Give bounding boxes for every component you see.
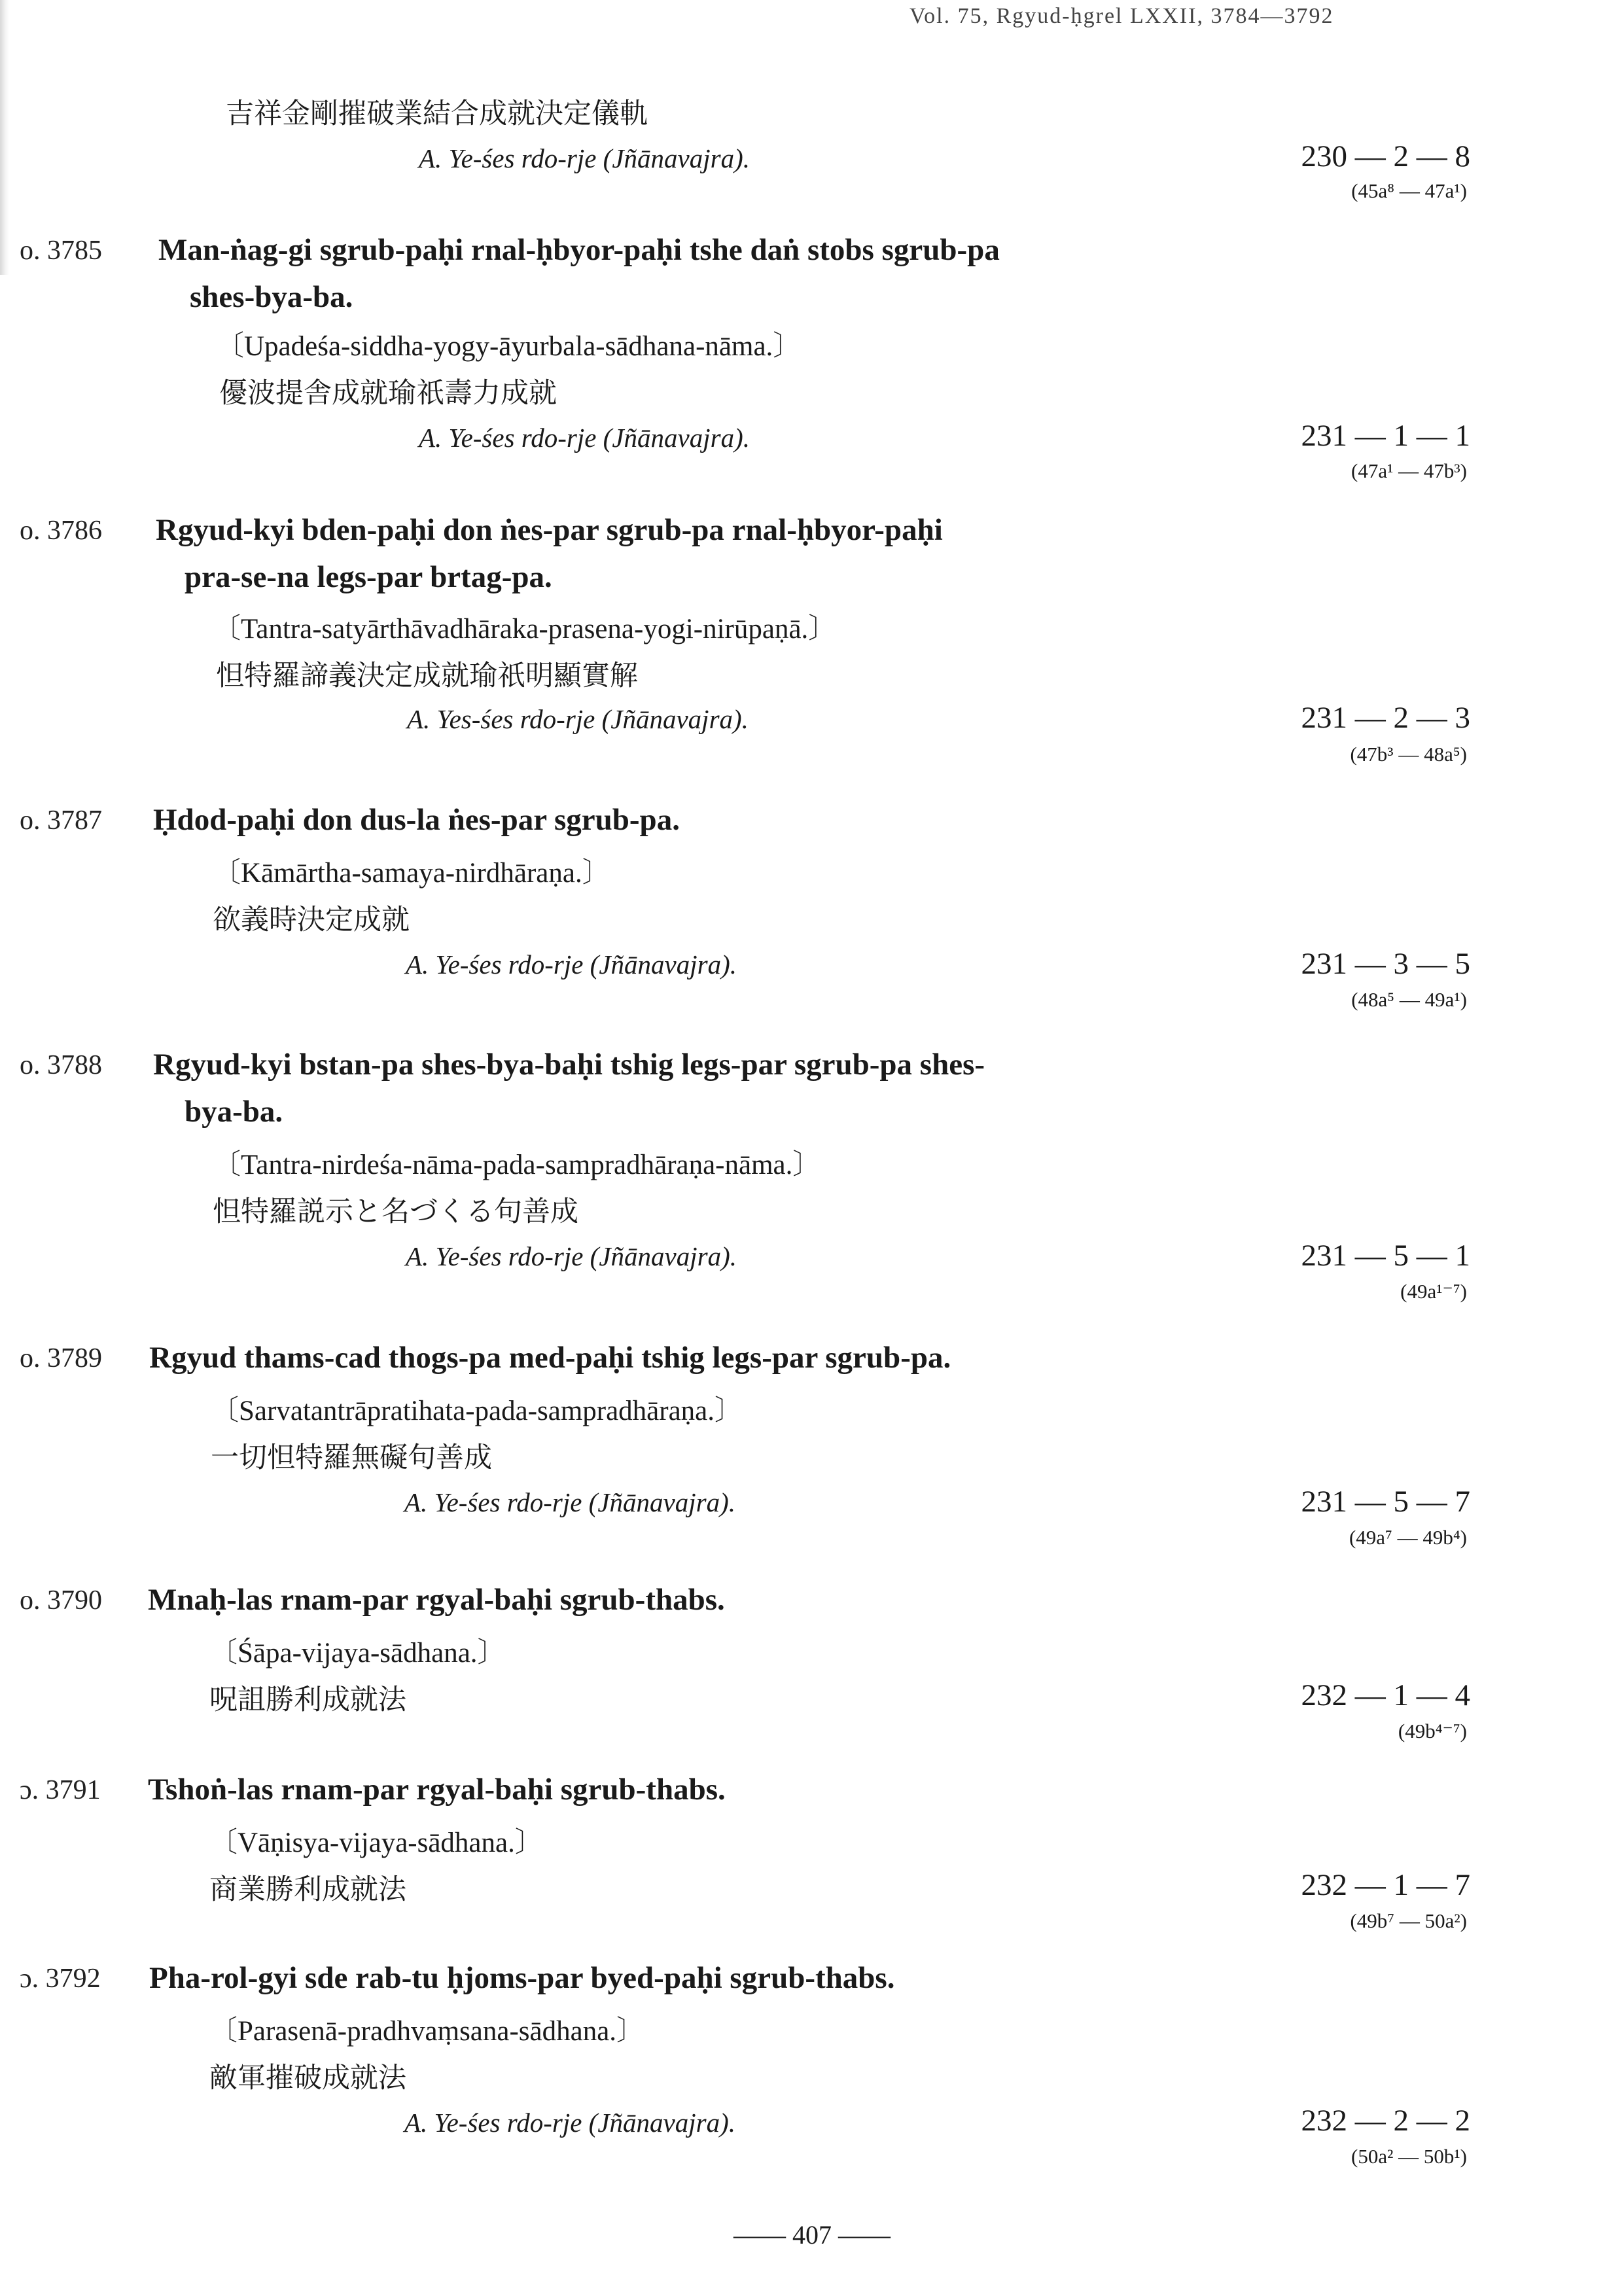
location: 231 — 1 — 1 <box>1301 419 1470 453</box>
entry-number: ɔ. 3792 <box>20 1964 101 1994</box>
folio: (49b⁷ — 50a²) <box>1350 1909 1467 1932</box>
entry-number: o. 3790 <box>20 1585 102 1616</box>
sanskrit-title: 〔Śāpa-vijaya-sādhana.〕 <box>209 1638 506 1669</box>
entry-number: o. 3785 <box>20 236 102 266</box>
entry-number: ɔ. 3791 <box>20 1775 101 1805</box>
location: 232 — 1 — 4 <box>1301 1678 1470 1712</box>
tibetan-title-cont: pra-se-na legs-par brtag-pa. <box>185 560 552 594</box>
chinese-title: 怛特羅諦義決定成就瑜祇明顯實解 <box>216 660 638 692</box>
tibetan-title: Man-ṅag-gi sgrub-paḥi rnal-ḥbyor-paḥi tshe daṅ stobs sgrub-pa <box>158 233 1000 267</box>
folio: (49a⁷ — 49b⁴) <box>1349 1526 1467 1549</box>
page-number: —— 407 —— <box>733 2220 891 2250</box>
chinese-title: 吉祥金剛摧破業結合成就決定儀軌 <box>226 97 648 130</box>
folio: (49a¹⁻⁷) <box>1400 1280 1467 1303</box>
location: 231 — 5 — 1 <box>1301 1239 1470 1273</box>
author: A. Ye-śes rdo-rje (Jñānavajra). <box>419 143 750 173</box>
location: 231 — 2 — 3 <box>1301 701 1470 735</box>
location: 230 — 2 — 8 <box>1301 139 1470 173</box>
entry-number: o. 3787 <box>20 805 102 836</box>
location: 232 — 1 — 7 <box>1301 1868 1470 1902</box>
sanskrit-title: 〔Parasenā-pradhvaṃsana-sādhana.〕 <box>209 2016 645 2047</box>
sanskrit-title: 〔Upadeśa-siddha-yogy-āyurbala-sādhana-nāma.〕 <box>216 331 802 362</box>
tibetan-title: Rgyud thams-cad thogs-pa med-paḥi tshig legs-par sgrub-pa. <box>149 1341 951 1375</box>
chinese-title: 怛特羅説示と名づくる句善成 <box>213 1195 578 1228</box>
folio: (45a⁸ — 47a¹) <box>1351 179 1467 202</box>
location: 232 — 2 — 2 <box>1301 2104 1470 2138</box>
sanskrit-title: 〔Kāmārtha-samaya-nirdhāraṇa.〕 <box>213 858 610 889</box>
folio: (47b³ — 48a⁵) <box>1350 743 1467 766</box>
author: A. Ye-śes rdo-rje (Jñānavajra). <box>404 2108 735 2138</box>
chinese-title: 優波提舎成就瑜祇壽力成就 <box>219 377 557 410</box>
sanskrit-title: 〔Tantra-satyārthāvadhāraka-prasena-yogi-nirūpaṇā.〕 <box>213 614 837 645</box>
chinese-title: 欲義時決定成就 <box>213 904 410 936</box>
tibetan-title: Ḥdod-paḥi don dus-la ṅes-par sgrub-pa. <box>153 803 680 837</box>
tibetan-title-cont: shes-bya-ba. <box>190 280 353 314</box>
folio: (49b⁴⁻⁷) <box>1398 1720 1467 1742</box>
author: A. Ye-śes rdo-rje (Jñānavajra). <box>404 1487 735 1517</box>
location: 231 — 5 — 7 <box>1301 1485 1470 1519</box>
running-head: Vol. 75, Rgyud-ḥgrel LXXII, 3784—3792 <box>909 4 1334 28</box>
chinese-title: 敵軍摧破成就法 <box>209 2062 406 2094</box>
entry-number: o. 3789 <box>20 1343 102 1373</box>
chinese-title: 呪詛勝利成就法 <box>209 1684 406 1716</box>
tibetan-title: Tshoṅ-las rnam-par rgyal-baḥi sgrub-thabs. <box>148 1773 726 1807</box>
folio: (50a² — 50b¹) <box>1351 2145 1467 2168</box>
tibetan-title: Mnaḥ-las rnam-par rgyal-baḥi sgrub-thabs. <box>148 1583 725 1617</box>
chinese-title: 商業勝利成就法 <box>209 1873 406 1906</box>
scan-edge-shadow <box>0 0 9 275</box>
sanskrit-title: 〔Tantra-nirdeśa-nāma-pada-sampradhāraṇa-nāma.〕 <box>213 1150 821 1180</box>
author: A. Ye-śes rdo-rje (Jñānavajra). <box>406 949 737 980</box>
folio: (48a⁵ — 49a¹) <box>1351 988 1467 1011</box>
tibetan-title: Pha-rol-gyi sde rab-tu ḥjoms-par byed-paḥi sgrub-thabs. <box>149 1961 895 1995</box>
location: 231 — 3 — 5 <box>1301 947 1470 981</box>
tibetan-title: Rgyud-kyi bden-paḥi don ṅes-par sgrub-pa rnal-ḥbyor-paḥi <box>156 513 943 547</box>
folio: (47a¹ — 47b³) <box>1351 459 1467 482</box>
author: A. Ye-śes rdo-rje (Jñānavajra). <box>406 1241 737 1271</box>
author: A. Ye-śes rdo-rje (Jñānavajra). <box>419 423 750 453</box>
tibetan-title-cont: bya-ba. <box>185 1095 283 1129</box>
entry-number: o. 3786 <box>20 516 102 546</box>
chinese-title: 一切怛特羅無礙句善成 <box>211 1441 492 1474</box>
author: A. Yes-śes rdo-rje (Jñānavajra). <box>407 704 749 734</box>
tibetan-title: Rgyud-kyi bstan-pa shes-bya-baḥi tshig legs-par sgrub-pa shes- <box>153 1048 985 1082</box>
entry-number: o. 3788 <box>20 1050 102 1080</box>
sanskrit-title: 〔Vāṇisya-vijaya-sādhana.〕 <box>209 1828 543 1858</box>
sanskrit-title: 〔Sarvatantrāpratihata-pada-sampradhāraṇa.〕 <box>211 1396 743 1426</box>
